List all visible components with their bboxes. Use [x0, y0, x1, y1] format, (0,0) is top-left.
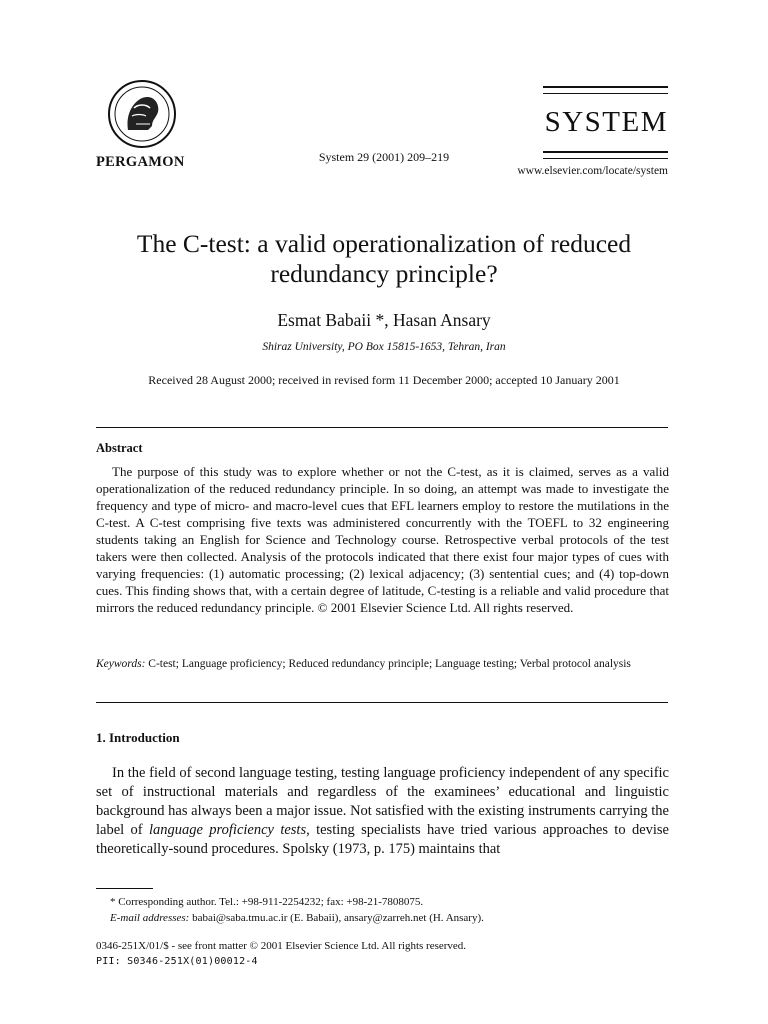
publisher-logo-icon	[106, 78, 178, 150]
footnotes	[96, 894, 669, 926]
journal-citation: System 29 (2001) 209–219	[318, 150, 450, 164]
keywords-label: Keywords:	[96, 658, 146, 670]
email-addresses[interactable]: babai@saba.tmu.ac.ir (E. Babaii), ansary@zarreh.net (H. Ansary).	[192, 912, 484, 924]
copyright-line: 0346-251X/01/$ - see front matter © 2001 Elsevier Science Ltd. All rights reserved.	[96, 940, 467, 952]
corresponding-author-note: * Corresponding author. Tel.: +98-911-2254232; fax: +98-21-7808075.	[110, 896, 424, 908]
keywords-list: C-test; Language proficiency; Reduced redundancy principle; Language testing; Verbal protocol analysis	[148, 658, 631, 670]
journal-rule-top	[543, 86, 668, 88]
article-authors: Esmat Babaii *, Hasan Ansary	[277, 310, 491, 330]
copyright-block	[96, 938, 669, 970]
intro-text-2: , testing specialists have tried various approaches to devise theoretically-sound procedures. Spolsky (1973, p. 175) maintains that	[96, 822, 669, 857]
abstract-text: The purpose of this study was to explore whether or not the C-test, as it is claimed, serves as a valid operationalization of the reduced redundancy principle. In so doing, an attempt was made to investigate the frequency and type of micro- and macro-level cues that EFL learners employ to restore the mutilations in the C-test. A C-test comprising five texts was administered concurrently with the TOEFL to 32 engineering students taking an English for Science and Technology course. Retrospective verbal protocols of the test takers were then collected. Analysis of the protocols indicated that there exist four major types of cues with varying frequencies: (1) automatic processing; (2) lexical adjacency; (3) sentential cues; and (4) top-down cues. This finding shows that, with a certain degree of latitude, C-testing is a reliable and valid procedure that mirrors the reduced redundancy principle. © 2001 Elsevier Science Ltd. All rights reserved.	[96, 464, 669, 615]
intro-emphasis: language proficiency tests	[148, 822, 307, 838]
introduction-body	[96, 764, 669, 859]
email-note	[96, 910, 669, 926]
title-line-1: The C-test: a valid operationalization of reduced	[136, 229, 632, 258]
author-affiliation: Shiraz University, PO Box 15815-1653, Tehran, Iran	[262, 341, 506, 353]
intro-text-1: In the field of second language testing, testing language proficiency independent of any specific set of instructional materials and regardless of the examinees’ educational and linguistic background has always been a major issue. Not satisfied with the existing instruments carrying the label of	[96, 765, 669, 838]
footnote-rule	[96, 888, 153, 889]
abstract-rule-bottom	[96, 702, 668, 703]
article-title	[0, 229, 768, 289]
article-dates: Received 28 August 2000; received in revised form 11 December 2000; accepted 10 January 2001	[148, 373, 620, 387]
abstract-body	[96, 463, 669, 616]
journal-rule-bottom-thin	[543, 158, 668, 159]
pii-line: PII: S0346-251X(01)00012-4	[96, 956, 258, 967]
publisher-name: PERGAMON	[96, 154, 185, 170]
section-heading: 1. Introduction	[96, 730, 180, 745]
abstract-rule-top	[96, 427, 668, 428]
journal-name: SYSTEM	[544, 106, 668, 138]
title-line-2: redundancy principle?	[270, 259, 498, 288]
journal-url[interactable]: www.elsevier.com/locate/system	[517, 165, 668, 177]
abstract-heading: Abstract	[96, 441, 143, 455]
keywords	[96, 656, 669, 672]
introduction-paragraph	[96, 764, 669, 859]
journal-rule-top-thin	[543, 93, 668, 94]
email-label: E-mail addresses:	[110, 912, 190, 924]
journal-rule-bottom	[543, 151, 668, 153]
